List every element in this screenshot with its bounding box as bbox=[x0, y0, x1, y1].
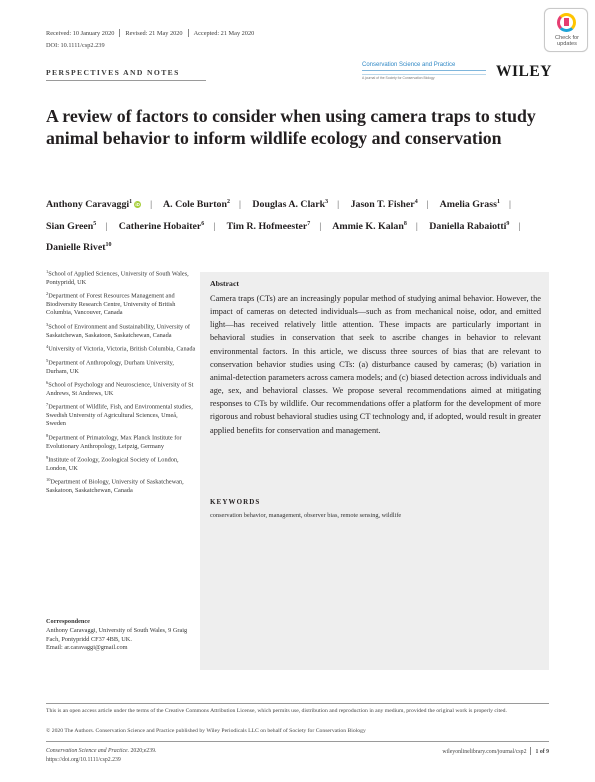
affiliation-item bbox=[46, 357, 196, 376]
affiliation-number: 1 bbox=[46, 269, 49, 274]
correspondence-email[interactable]: Email: ar.caravaggi@gmail.com bbox=[46, 644, 128, 652]
affiliation-item bbox=[46, 476, 196, 495]
author-affiliation-number: 4 bbox=[414, 199, 418, 205]
author-separator: | bbox=[415, 220, 418, 232]
author-separator: | bbox=[213, 220, 216, 232]
correspondence-heading: Correspondence bbox=[46, 618, 90, 625]
affiliation-item bbox=[46, 454, 196, 473]
affiliation-text: Department of Anthropology, Durham University, Durham, UK bbox=[46, 359, 174, 375]
footer-divider-2 bbox=[46, 741, 549, 742]
affiliation-text: School of Environment and Sustainability, University of Saskatchewan, Saskatoon, Saskatchewan, Canada bbox=[46, 323, 190, 339]
received-date: Received: 10 January 2020 bbox=[46, 29, 115, 37]
citation-doi[interactable]: https://doi.org/10.1111/csp2.239 bbox=[46, 756, 121, 763]
author-affiliation-number: 9 bbox=[506, 220, 510, 227]
citation bbox=[46, 747, 156, 764]
badge-line-1: Check for bbox=[555, 35, 579, 41]
keywords-text: conservation behavior, management, observer bias, remote sensing, wildlife bbox=[210, 512, 402, 519]
affiliation-item bbox=[46, 401, 196, 429]
author-affiliation-number: 1 bbox=[129, 199, 133, 205]
author-affiliation-number: 2 bbox=[226, 199, 230, 205]
affiliation-text: Department of Wildlife, Fish, and Environmental studies, Swedish University of Agricultural Sciences, Umeå, Sweden bbox=[46, 403, 193, 428]
author-name-text: Ammie K. Kalan bbox=[332, 220, 404, 232]
affiliation-number: 6 bbox=[46, 379, 49, 385]
bookmark-icon bbox=[564, 18, 569, 26]
author-separator: | bbox=[518, 220, 521, 232]
author-name-text: Danielle Rivet bbox=[46, 242, 106, 253]
journal-name: Conservation Science and Practice bbox=[362, 62, 456, 68]
abstract-heading: Abstract bbox=[210, 279, 240, 288]
affiliation-text: Institute of Zoology, Zoological Society of London, London, UK bbox=[46, 456, 179, 472]
check-for-updates-badge[interactable] bbox=[544, 8, 588, 52]
revised-date: Revised: 21 May 2020 bbox=[125, 29, 183, 37]
author-name[interactable] bbox=[332, 221, 407, 232]
copyright-text: © 2020 The Authors. Conservation Science and Practice published by Wiley Periodicals LLC on behalf of Society for Conservation Biology bbox=[46, 728, 366, 734]
author-list bbox=[46, 193, 566, 258]
author-name[interactable] bbox=[440, 199, 500, 210]
citation-journal: Conservation Science and Practice. bbox=[46, 748, 130, 754]
license-text: This is an open access article under the terms of the Creative Commons Attribution License, which permits use, distribution and reproduction in any medium, provided the original work is properly cited. bbox=[46, 708, 507, 714]
journal-subtitle: A journal of the Society for Conservation Biology bbox=[362, 76, 435, 80]
author-name[interactable] bbox=[46, 199, 141, 210]
author-name-text: Daniella Rabaiotti bbox=[429, 220, 507, 232]
accepted-date: Accepted: 21 May 2020 bbox=[193, 29, 255, 37]
author-name-text: Sian Green bbox=[46, 220, 94, 232]
affiliation-number: 3 bbox=[46, 321, 49, 327]
affiliation-number: 9 bbox=[46, 454, 49, 460]
author-affiliation-number: 8 bbox=[403, 220, 407, 227]
author-affiliation-number: 3 bbox=[325, 199, 329, 205]
author-separator: | bbox=[426, 199, 429, 210]
affiliation-item bbox=[46, 290, 196, 318]
divider bbox=[530, 747, 531, 755]
affiliation-number: 5 bbox=[46, 357, 49, 363]
author-name-text: Tim R. Hofmeester bbox=[226, 220, 308, 232]
author-affiliation-number: 7 bbox=[307, 220, 311, 227]
affiliation-item bbox=[46, 432, 196, 451]
author-name-text: Douglas A. Clark bbox=[252, 199, 326, 210]
affiliation-number: 8 bbox=[46, 432, 49, 438]
correspondence bbox=[46, 618, 196, 652]
section-divider bbox=[46, 80, 206, 81]
author-name[interactable] bbox=[163, 199, 230, 210]
affiliation-item bbox=[46, 379, 196, 398]
author-name[interactable] bbox=[429, 221, 509, 232]
keywords-heading: KEYWORDS bbox=[210, 498, 261, 506]
affiliation-text: University of Victoria, Victoria, British Columbia, Canada bbox=[48, 345, 196, 353]
author-name[interactable] bbox=[227, 221, 311, 232]
author-name-text: Anthony Caravaggi bbox=[46, 199, 130, 210]
affiliation-number: 10 bbox=[46, 477, 51, 483]
citation-details: 2020;e239. bbox=[129, 748, 157, 754]
affiliation-number: 2 bbox=[46, 291, 49, 297]
journal-logo[interactable] bbox=[362, 62, 490, 80]
author-name[interactable] bbox=[351, 199, 418, 210]
author-separator: | bbox=[319, 220, 322, 232]
orcid-icon[interactable]: iD bbox=[135, 202, 140, 207]
author-separator: | bbox=[105, 220, 108, 232]
author-affiliation-number: 10 bbox=[105, 242, 112, 248]
article-doi[interactable]: DOI: 10.1111/csp2.239 bbox=[46, 42, 105, 49]
author-name[interactable] bbox=[119, 221, 205, 232]
publisher-logo[interactable]: WILEY bbox=[496, 63, 552, 80]
affiliation-text: School of Applied Sciences, University of South Wales, Pontypridd, UK bbox=[46, 270, 189, 286]
affiliation-text: School of Psychology and Neuroscience, University of St Andrews, St Andrews, UK bbox=[46, 381, 194, 397]
author-name-text: Catherine Hobaiter bbox=[118, 220, 202, 232]
affiliation-item bbox=[46, 268, 196, 287]
author-separator: | bbox=[150, 199, 153, 210]
article-dates bbox=[46, 29, 254, 37]
affiliation-number: 7 bbox=[46, 402, 49, 408]
journal-logo-lines bbox=[362, 70, 486, 75]
author-separator: | bbox=[508, 199, 511, 210]
footer-divider bbox=[46, 703, 549, 704]
correspondence-address: Anthony Caravaggi, University of South Wales, 9 Graig Fach, Pontypridd CF37 4BB, UK. bbox=[46, 627, 188, 643]
author-separator: | bbox=[238, 199, 241, 210]
affiliation-text: Department of Forest Resources Management and Biodiversity Research Centre, University of British Columbia, Vancouver, Canada bbox=[46, 292, 176, 317]
journal-url-and-page bbox=[380, 747, 549, 755]
author-name-text: Amelia Grass bbox=[439, 199, 497, 210]
journal-url[interactable]: wileyonlinelibrary.com/journal/csp2 bbox=[442, 749, 527, 755]
author-name[interactable] bbox=[46, 242, 112, 253]
abstract-text: Camera traps (CTs) are an increasingly popular method of studying animal behavior. However, the impact of cameras on detected individuals—such as from mechanical noise, odor, and emitted light—has received relatively little attention. These impacts are particularly important in behavioral studies in conservation that seek to ascribe changes in behavior to relevant environmental factors. In this article, we discuss three sources of bias that are relevant to conservation behavior studies using CTs: (a) disturbance caused by cameras; (b) variation in animal-detection parameters across camera models; and (c) biased detection across individuals and age, sex, and behavioral classes. We propose several recommendations aimed at mitigating responses to CTs by wildlife. Our recommendations offer a platform for the development of more rigorous and robust behavioral studies using CT technology and, if adopted, would result in greater applied benefits for conservation and management. bbox=[210, 294, 541, 435]
affiliation-item bbox=[46, 343, 196, 354]
author-name-text: A. Cole Burton bbox=[163, 199, 227, 210]
author-affiliation-number: 6 bbox=[201, 220, 205, 227]
section-label: PERSPECTIVES AND NOTES bbox=[46, 68, 180, 77]
divider bbox=[188, 29, 189, 37]
author-name-text: Jason T. Fisher bbox=[350, 199, 415, 210]
divider bbox=[119, 29, 120, 37]
affiliation-text: Department of Biology, University of Saskatchewan, Saskatoon, Saskatchewan, Canada bbox=[46, 478, 184, 494]
affiliation-item bbox=[46, 321, 196, 340]
author-separator: | bbox=[337, 199, 340, 210]
affiliations bbox=[46, 268, 196, 498]
affiliation-text: Department of Primatology, Max Planck Institute for Evolutionary Anthropology, Leipzig, Germany bbox=[46, 434, 182, 450]
article-title: A review of factors to consider when using camera traps to study animal behavior to inform wildlife ecology and conservation bbox=[46, 106, 536, 148]
author-affiliation-number: 5 bbox=[93, 220, 97, 227]
badge-line-2: updates bbox=[557, 41, 577, 47]
affiliation-number: 4 bbox=[46, 343, 49, 349]
author-name[interactable] bbox=[46, 221, 96, 232]
author-name[interactable] bbox=[252, 199, 328, 210]
author-affiliation-number: 1 bbox=[496, 199, 500, 205]
page-number: 1 of 9 bbox=[535, 749, 549, 755]
